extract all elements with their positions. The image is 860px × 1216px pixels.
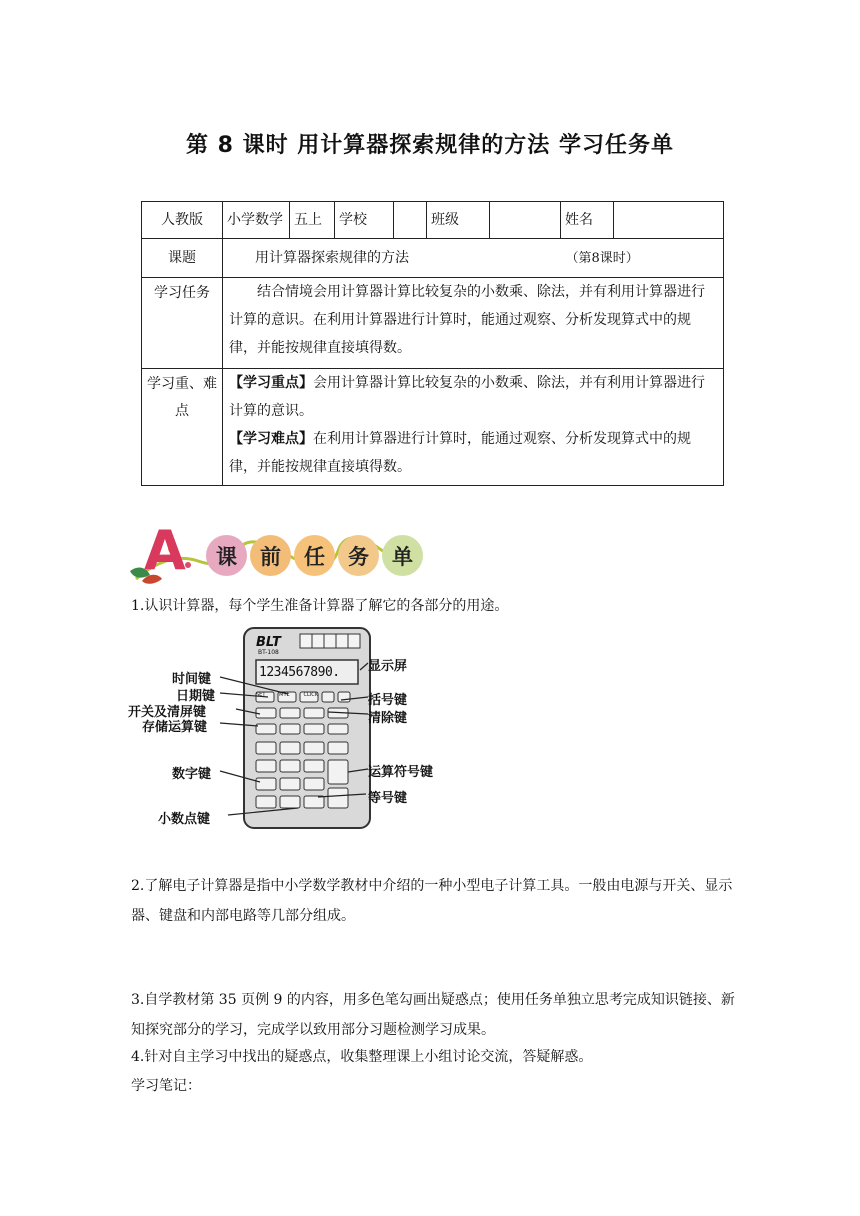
item-2: 2.了解电子计算器是指中小学数学教材中介绍的一种小型电子计算工具。一般由电源与开关、显示器、键盘和内部电路等几部分组成。	[131, 878, 733, 924]
diff-tag: 【学习难点】	[229, 431, 313, 447]
banner-char-1: 课	[206, 535, 247, 576]
label-screen: 显示屏	[368, 659, 408, 674]
banner-char-3: 任	[294, 535, 335, 576]
label-power-key: 开关及清屏键	[128, 705, 207, 720]
table-row	[142, 369, 724, 486]
page-title: 第 8 课时 用计算器探索规律的方法 学习任务单	[186, 133, 674, 158]
item-3: 3.自学教材第 35 页例 9 的内容，用多色笔勾画出疑惑点；使用任务单独立思考完成知识链接、新知探究部分的学习，完成学以致用部分习题检测学习成果。	[131, 992, 735, 1038]
keypoint-label	[142, 369, 223, 486]
calculator-brand: BLT	[256, 635, 281, 650]
key-click: CLICK	[303, 692, 318, 698]
calculator-top-keys	[256, 692, 318, 698]
section-banner	[128, 521, 428, 585]
calculator-display: 1234567890.	[259, 665, 340, 680]
label-clear-key: 清除键	[368, 711, 408, 726]
key-text: 会用计算器计算比较复杂的小数乘、除法，并有利用计算器进行计算的意识。	[229, 375, 705, 419]
label-operator-keys: 运算符号键	[368, 765, 434, 780]
label-time-key: 时间键	[172, 672, 212, 687]
table-row	[142, 239, 724, 278]
label-digit-keys: 数字键	[172, 767, 212, 782]
key-point	[227, 369, 719, 425]
label-decimal-key: 小数点键	[158, 812, 211, 827]
banner-char-4: 务	[338, 535, 379, 576]
label-memory-key: 存储运算键	[142, 720, 208, 735]
calculator-model: BT-108	[258, 649, 279, 656]
key-set: SET	[256, 692, 266, 698]
topic-cell	[223, 239, 724, 278]
banner-char-2: 前	[250, 535, 291, 576]
label-bracket-key: 括号键	[368, 693, 408, 708]
difficulty-point	[227, 425, 719, 485]
info-table	[141, 201, 724, 486]
label-date-key: 日期键	[176, 689, 216, 704]
task-cell	[223, 278, 724, 369]
key-tag: 【学习重点】	[229, 375, 313, 391]
banner-letter: A	[144, 519, 186, 582]
keypoint-label-text: 学习重、难点	[147, 376, 217, 419]
banner-char-5: 单	[382, 535, 423, 576]
item-1: 1.认识计算器，每个学生准备计算器了解它的各部分的用途。	[131, 598, 509, 614]
diff-text: 在利用计算器进行计算时，能通过观察、分析发现算式中的规律，并能按规律直接填得数。	[229, 431, 691, 475]
key-mte: MTE	[279, 692, 290, 698]
topic-label: 课题	[142, 239, 223, 278]
keypoint-cell	[223, 369, 724, 486]
name-value[interactable]	[614, 202, 724, 239]
notes-label: 学习笔记：	[131, 1078, 201, 1094]
lesson-number: （第8课时）	[565, 250, 639, 266]
calculator-figure	[128, 622, 448, 832]
school-label: 学校	[335, 202, 394, 239]
subject-cell: 小学数学	[223, 202, 290, 239]
task-text: 结合情境会用计算器计算比较复杂的小数乘、除法，并有利用计算器进行计算的意识。在利用计算器进行计算时，能通过观察、分析发现算式中的规律，并能按规律直接填得数。	[229, 284, 705, 356]
class-label: 班级	[427, 202, 490, 239]
table-row	[142, 278, 724, 369]
name-label: 姓名	[561, 202, 614, 239]
grade-cell: 五上	[290, 202, 335, 239]
publisher-cell: 人教版	[142, 202, 223, 239]
table-row	[142, 202, 724, 239]
label-equals-key: 等号键	[368, 791, 408, 806]
topic-value: 用计算器探索规律的方法	[255, 249, 409, 266]
task-label: 学习任务	[142, 278, 223, 369]
item-4: 4.针对自主学习中找出的疑惑点，收集整理课上小组讨论交流，答疑解惑。	[131, 1049, 593, 1065]
school-value[interactable]	[394, 202, 427, 239]
class-value[interactable]	[490, 202, 561, 239]
